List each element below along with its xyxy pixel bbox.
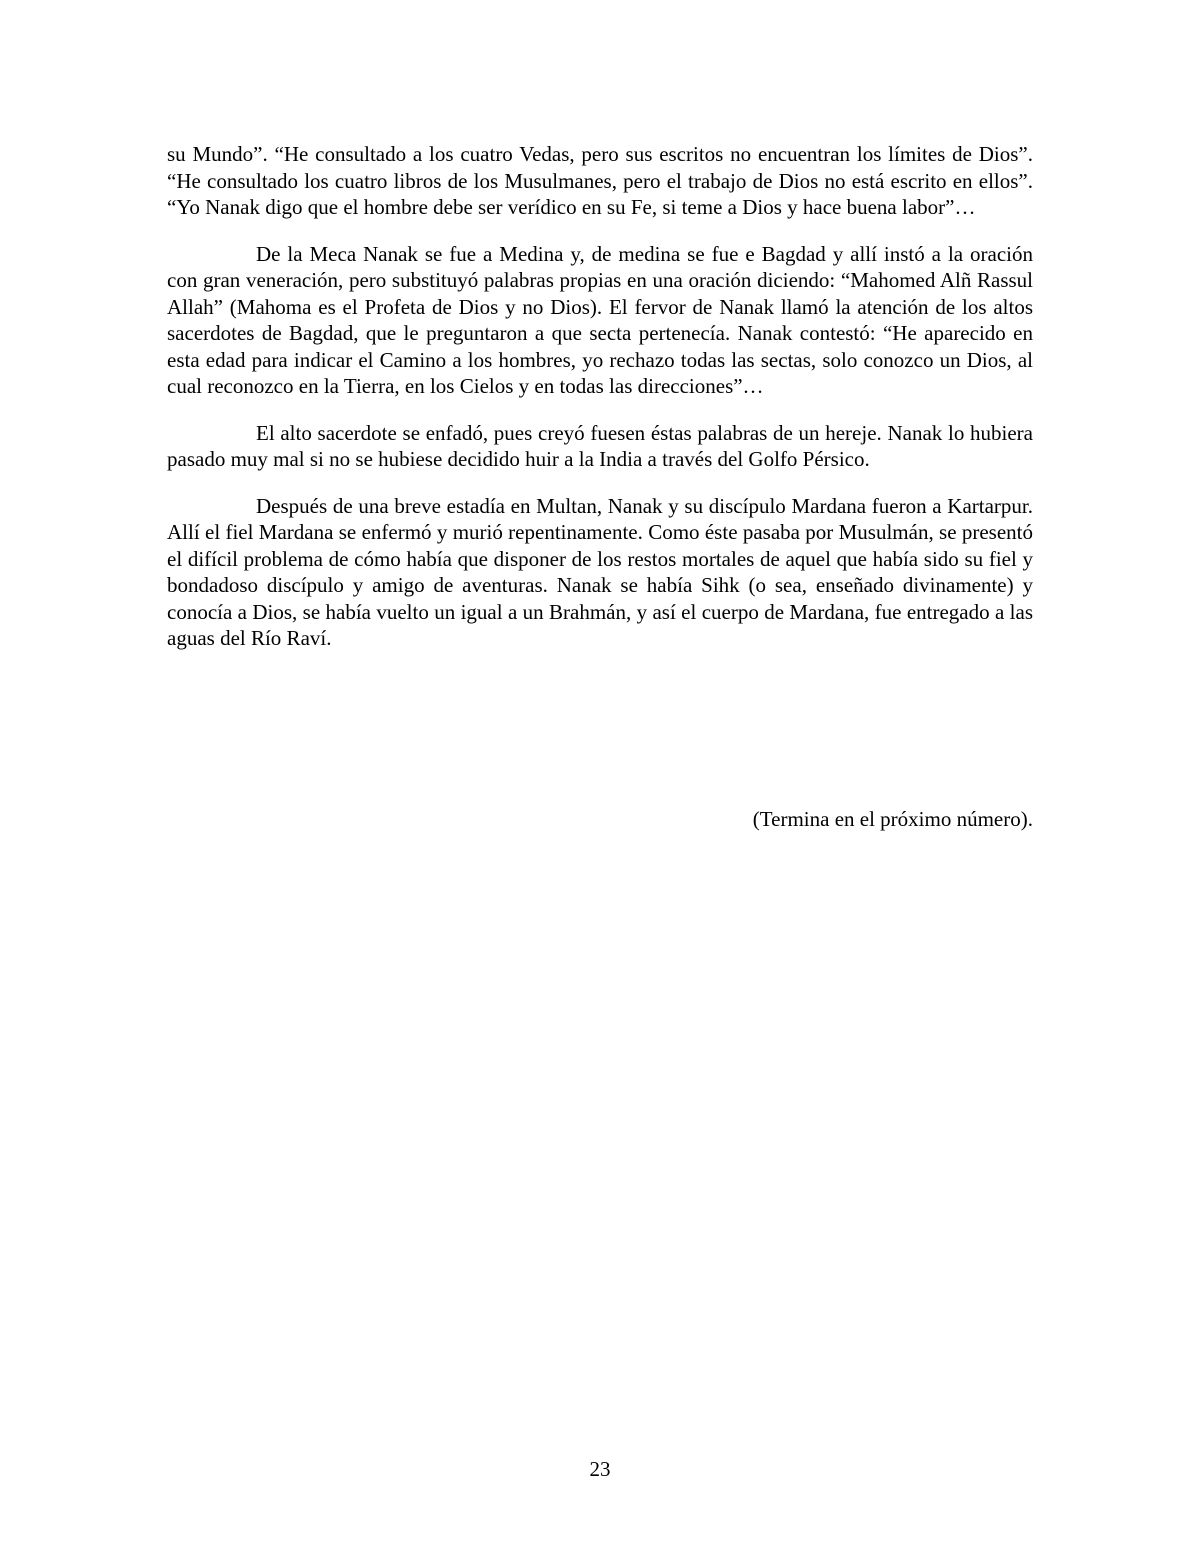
paragraph-1: su Mundo”. “He consultado a los cuatro Vedas, pero sus escritos no encuentran los límites de Dios”. “He consultado los cuatro libros de los Musulmanes, pero el trabajo de Dios no está escrito en ellos”. “Yo Nanak digo que el hombre debe ser verídico en su Fe, si teme a Dios y hace buena labor”…	[167, 142, 1033, 219]
body-text	[167, 141, 1033, 672]
paragraph-4: Después de una breve estadía en Multan, Nanak y su discípulo Mardana fueron a Kartarpur. Allí el fiel Mardana se enfermó y murió repentinamente. Como éste pasaba por Musulmán, se presentó el difícil problema de cómo había que disponer de los restos mortales de aquel que había sido su fiel y bondadoso discípulo y amigo de aventuras. Nanak se había Sihk (o sea, enseñado divinamente) y conocía a Dios, se había vuelto un igual a un Brahmán, y así el cuerpo de Mardana, fue entregado a las aguas del Río Raví.	[167, 493, 1033, 650]
paragraph-3: El alto sacerdote se enfadó, pues creyó fuesen éstas palabras de un hereje. Nanak lo hubiera pasado muy mal si no se hubiese decidido huir a la India a través del Golfo Pérsico.	[167, 420, 1033, 471]
page-number: 23	[589, 1457, 611, 1481]
continuation-note: (Termina en el próximo número).	[752, 807, 1033, 831]
paragraph-2: De la Meca Nanak se fue a Medina y, de medina se fue e Bagdad y allí instó a la oración con gran veneración, pero substituyó palabras propias en una oración diciendo: “Mahomed Alñ Rassul Allah” (Mahoma es el Profeta de Dios y no Dios). El fervor de Nanak llamó la atención de los altos sacerdotes de Bagdad, que le preguntaron a que secta pertenecía. Nanak contestó: “He aparecido en esta edad para indicar el Camino a los hombres, yo rechazo todas las sectas, solo conozco un Dios, al cual reconozco en la Tierra, en los Cielos y en todas las direcciones”…	[167, 241, 1033, 398]
